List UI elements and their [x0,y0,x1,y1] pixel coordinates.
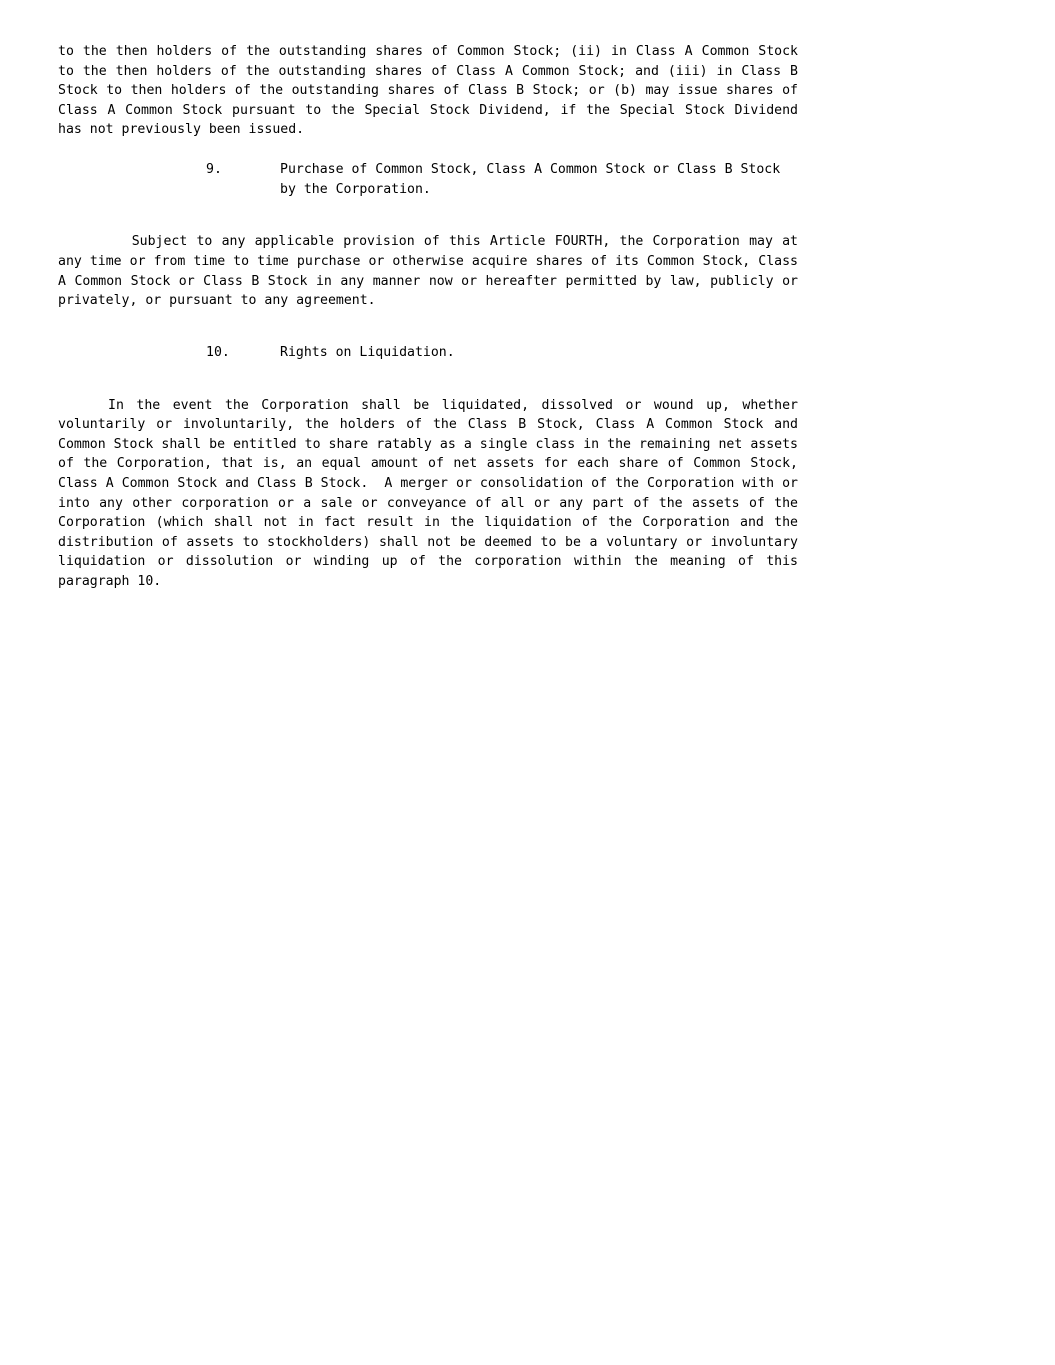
section-number-9: 9. [206,161,222,177]
paragraph-section-9-body: Subject to any applicable provision of this Article FOURTH, the Corporation may at any time or from time to time purchase or otherwise acquire shares of its Common Stock, Class A Common Stock or Class B Stock in any manner now or hereafter permitted by law, publicly or privately, or pursuant to any agreement. [58,234,806,309]
section-heading-9 [206,160,798,199]
paragraph-carryover: to the then holders of the outstanding shares of Common Stock; (ii) in Class A Common Stock to the then holders of the outstanding shares of Class A Common Stock; and (iii) in Class B Stock to then holders of the outstanding shares of Class B Stock; or (b) may issue shares of Class A Common Stock pursuant to the Special Stock Dividend, if the Special Stock Dividend has not previously been issued. [58,44,806,138]
spacer [58,324,798,343]
section-title-9: Purchase of Common Stock, Class A Common Stock or Class B Stock by the Corporation. [280,161,789,197]
section-heading-10 [206,343,798,363]
paragraph-section-10-body: In the event the Corporation shall be liquidated, dissolved or wound up, whether voluntarily or involuntarily, the holders of the Class B Stock, Class A Common Stock and Common Stock shall be entitled to share ratably as a single class in the remaining net assets of the Corporation, that is, an equal amount of net assets for each share of Common Stock, Class A Common Stock and Class B Stock. A merger or consolidation of the Corporation with or into any other corporation or a sale or conveyance of all or any part of the assets of the Corporation (which shall not in fact result in the liquidation of the Corporation and the distribution of assets to stockholders) shall not be deemed to be a voluntary or involuntary liquidation or dissolution or winding up of the corporation within the meaning of this paragraph 10. [58,397,806,590]
spacer [58,140,798,160]
document-text-body [58,42,806,605]
section-title-10: Rights on Liquidation. [280,344,455,360]
spacer [58,199,798,219]
section-number-10: 10. [206,344,230,360]
spacer [58,363,798,383]
